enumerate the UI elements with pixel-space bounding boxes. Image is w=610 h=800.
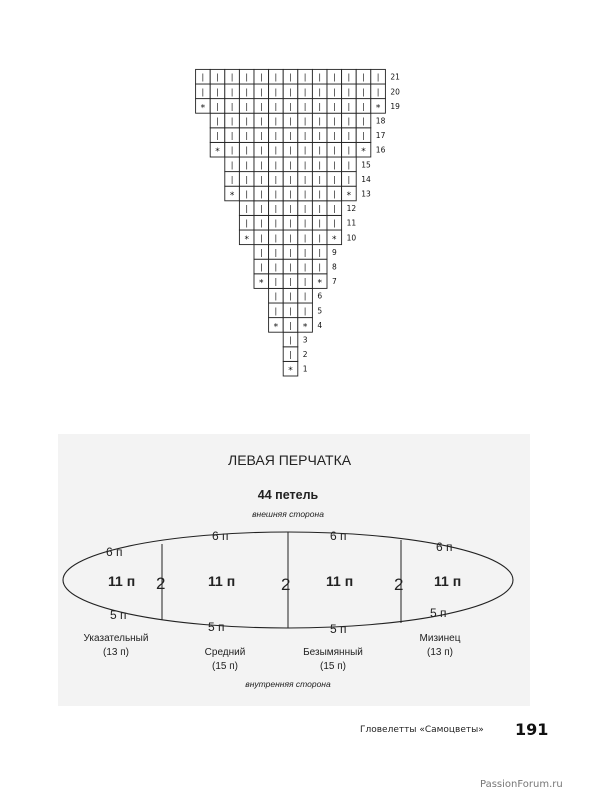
top-stitch-label: 6 п [106,545,123,559]
chart-symbol: * [215,147,220,158]
watermark: PassionForum.ru [480,779,563,790]
chart-symbol: | [289,174,292,184]
chart-symbol: | [230,101,234,111]
chart-symbol: | [201,87,205,97]
chart-symbol: * [302,322,308,333]
chart-symbol: | [303,174,307,184]
chart-symbol: | [332,160,336,170]
chart-symbol: * [288,366,293,377]
chart-symbol: | [230,160,234,170]
chart-symbol: | [274,189,278,199]
chart-symbol: | [318,262,322,272]
chart-symbol: | [259,101,263,111]
chart-symbol: | [347,87,351,97]
chart-symbol: * [332,234,337,245]
chart-symbol: | [289,160,292,170]
row-number: 6 [317,291,323,301]
chart-symbol: | [318,204,322,214]
row-number: 14 [361,174,371,184]
finger-stitches: (13 п) [103,647,129,658]
chart-symbol: | [332,145,336,155]
chart-symbol: | [274,233,278,243]
chart-symbol: | [347,101,351,111]
chart-symbol: | [289,101,292,111]
chart-symbol: | [289,306,292,316]
chart-symbol: | [303,218,307,228]
chart-row [196,99,401,114]
chart-symbol: | [289,204,292,214]
chart-symbol: | [274,145,278,155]
chart-symbol: | [245,72,249,82]
chart-row [239,201,356,216]
chart-symbol: | [332,101,336,111]
chart-symbol: | [274,87,278,97]
chart-symbol: | [289,277,292,287]
chart-symbol: | [318,247,322,257]
glove-diagram-panel [58,434,530,706]
top-stitch-label: 6 п [212,529,229,543]
chart-row [269,288,323,303]
chart-symbol: | [289,189,292,199]
chart-symbol: | [274,131,278,141]
chart-row [239,215,356,230]
chart-symbol: | [259,174,263,184]
bottom-stitch-label: 5 п [430,606,447,620]
chart-symbol: | [230,145,234,155]
chart-row [283,332,308,347]
chart-symbol: | [274,291,278,301]
row-number: 4 [317,320,323,330]
finger-stitch-count: 11 п [208,573,236,589]
chart-symbol: | [347,116,351,126]
chart-symbol: | [318,218,322,228]
row-number: 3 [302,335,308,345]
book-title: Гловелетты «Самоцветы» [360,725,484,735]
chart-symbol: | [259,247,263,257]
chart-symbol: * [200,103,206,114]
finger-stitch-count: 11 п [326,573,354,589]
chart-symbol: | [230,116,234,126]
chart-row [254,274,337,289]
chart-symbol: | [259,131,263,141]
chart-symbol: | [216,101,219,111]
row-number: 12 [346,204,357,214]
glove-title: ЛЕВАЯ ПЕРЧАТКА [228,452,352,468]
row-number: 7 [332,277,337,287]
chart-symbol: | [362,87,365,97]
finger-name: Безымянный [303,647,363,658]
chart-symbol: | [362,101,365,111]
chart-symbol: | [318,116,322,126]
chart-symbol: | [303,87,307,97]
chart-row [269,303,323,318]
chart-symbol: | [289,291,292,301]
row-number: 18 [375,116,386,126]
chart-symbol: | [274,204,278,214]
chart-symbol: | [201,72,205,82]
row-number: 21 [390,72,400,82]
chart-row [225,157,371,172]
chart-symbol: | [289,350,292,360]
chart-symbol: | [347,160,351,170]
stitch-total: 44 петель [257,488,319,502]
chart-symbol: | [303,72,307,82]
chart-symbol: | [376,87,380,97]
chart-symbol: | [303,189,307,199]
row-number: 10 [346,233,357,243]
chart-symbol: | [318,174,322,184]
row-number: 16 [375,145,386,155]
chart-symbol: | [303,262,307,272]
chart-row [254,259,337,274]
chart-symbol: * [317,278,322,289]
chart-symbol: | [259,218,263,228]
row-number: 20 [390,87,400,97]
chart-symbol: | [259,116,263,126]
chart-symbol: | [332,87,336,97]
top-stitch-label: 6 п [330,529,347,543]
chart-symbol: | [303,277,307,287]
chart-symbol: | [289,335,292,345]
chart-symbol: * [273,322,279,333]
chart-symbol: | [303,131,307,141]
glove-diagram [58,434,530,706]
chart-symbol: | [289,116,292,126]
chart-symbol: | [230,174,234,184]
chart-symbol: | [303,233,307,243]
chart-symbol: | [216,116,219,126]
chart-symbol: | [245,160,249,170]
chart-symbol: | [230,87,234,97]
chart-symbol: | [259,87,263,97]
gusset-stitch-count: 2 [281,575,291,594]
chart-symbol: | [332,189,336,199]
chart-symbol: | [362,72,365,82]
chart-symbol: | [289,262,292,272]
chart-symbol: * [244,234,249,245]
chart-symbol: * [375,103,381,114]
chart-symbol: | [274,160,278,170]
chart-symbol: | [274,277,278,287]
chart-symbol: | [245,131,249,141]
chart-symbol: | [245,204,249,214]
row-number: 2 [302,350,308,360]
chart-symbol: | [289,233,292,243]
chart-symbol: | [347,174,351,184]
finger-name: Средний [204,647,246,658]
chart-symbol: | [303,101,307,111]
chart-symbol: | [245,116,249,126]
chart-symbol: | [318,72,322,82]
finger-stitch-count: 11 п [108,573,136,589]
chart-symbol: | [259,145,263,155]
chart-symbol: | [347,72,351,82]
chart-symbol: | [230,131,234,141]
chart-symbol: | [245,189,249,199]
chart-symbol: | [245,145,249,155]
chart-symbol: | [362,116,365,126]
row-number: 13 [361,189,371,199]
chart-symbol: | [289,247,292,257]
chart-row [210,142,385,157]
chart-symbol: * [229,191,235,201]
chart-symbol: * [259,278,264,289]
chart-symbol: | [318,131,322,141]
finger-stitches: (15 п) [320,661,346,672]
chart-symbol: | [303,204,307,214]
row-number: 8 [332,262,337,272]
chart-symbol: | [259,204,263,214]
finger-stitch-count: 11 п [434,573,462,589]
row-number: 9 [332,247,337,257]
chart-symbol: | [318,233,322,243]
chart-row [283,347,308,362]
chart-symbol: | [259,262,263,272]
chart-row [239,230,356,245]
bottom-stitch-label: 5 п [330,622,347,636]
chart-symbol: | [245,218,249,228]
row-number: 1 [302,364,308,374]
chart-symbol: | [332,72,336,82]
finger-name: Указательный [83,633,149,644]
chart-symbol: | [303,291,307,301]
chart-symbol: | [332,116,336,126]
chart-symbol: | [245,87,249,97]
chart-row [254,245,337,260]
gusset-stitch-count: 2 [394,575,404,594]
chart-symbol: | [216,131,219,141]
chart-symbol: | [303,145,307,155]
chart-symbol: | [274,72,278,82]
chart-symbol: | [303,116,307,126]
chart-symbol: | [216,87,219,97]
chart-symbol: | [289,320,292,330]
chart-row [196,84,401,99]
chart-symbol: | [347,145,351,155]
chart-symbol: | [303,160,307,170]
row-number: 11 [346,218,357,228]
chart-symbol: | [318,189,322,199]
chart-symbol: | [303,306,307,316]
row-number: 5 [317,306,323,316]
chart-symbol: | [289,72,292,82]
chart-symbol: | [289,145,292,155]
page-number: 191 [515,720,549,739]
chart-row [225,186,371,201]
chart-symbol: | [289,131,292,141]
outer-side-label: внешняя сторона [252,509,324,519]
gusset-stitch-count: 2 [156,574,166,593]
chart-row [269,318,323,333]
chart-symbol: | [230,72,234,82]
chart-symbol: | [332,218,336,228]
chart-symbol: | [318,160,322,170]
finger-stitches: (13 п) [427,647,453,658]
chart-symbol: | [274,247,278,257]
chart-symbol: * [346,191,352,201]
top-stitch-label: 6 п [436,540,453,554]
chart-symbol: * [361,147,366,158]
chart-symbol: | [216,72,219,82]
chart-symbol: | [332,174,336,184]
bottom-stitch-label: 5 п [208,620,225,634]
finger-stitches: (15 п) [212,661,238,672]
chart-symbol: | [362,131,365,141]
chart-symbol: | [332,131,336,141]
chart-row [225,172,371,187]
chart-symbol: | [318,101,322,111]
chart-row [196,69,401,84]
page-footer [360,720,550,744]
chart-symbol: | [274,218,278,228]
chart-symbol: | [259,233,263,243]
chart-symbol: | [259,189,263,199]
chart-symbol: | [274,174,278,184]
chart-row [210,128,385,143]
inner-side-label: внутренняя сторона [245,679,331,689]
chart-symbol: | [274,101,278,111]
chart-symbol: | [274,306,278,316]
chart-symbol: | [259,72,263,82]
chart-row [210,113,385,128]
chart-symbol: | [245,174,249,184]
chart-symbol: | [259,160,263,170]
chart-row [283,361,308,376]
row-number: 19 [390,101,400,111]
chart-symbol: | [303,247,307,257]
chart-symbol: | [274,116,278,126]
chart-symbol: | [347,131,351,141]
chart-symbol: | [289,218,292,228]
chart-symbol: | [318,87,322,97]
chart-symbol: | [274,262,278,272]
chart-symbol: | [332,204,336,214]
chart-symbol: | [318,145,322,155]
chart-symbol: | [376,72,380,82]
chart-symbol: | [245,101,249,111]
chart-symbol: | [289,87,292,97]
finger-name: Мизинец [419,633,461,644]
row-number: 15 [361,160,371,170]
row-number: 17 [375,131,386,141]
bottom-stitch-label: 5 п [110,608,127,622]
